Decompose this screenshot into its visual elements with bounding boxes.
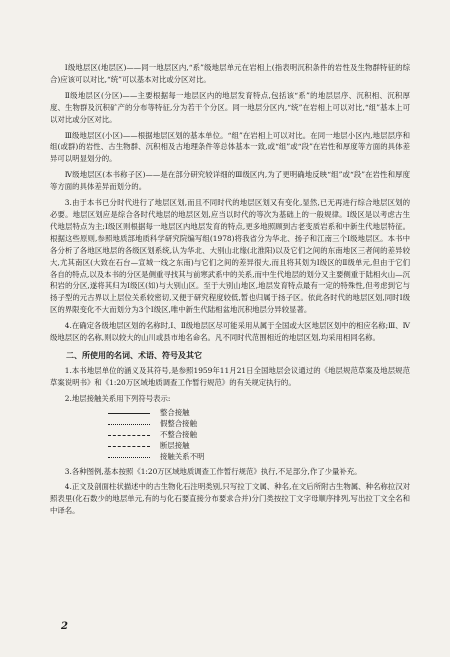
paragraph-level1-region: Ⅰ级地层区(地层区)——同一地层区内,“系”级地层单元在岩相上(指表明沉积条件的岩性及生物群特征的综合)应该可以对比,“统”可以基本对比或分区对比。 [50, 63, 410, 84]
paragraph-fossil-naming: 4.正文及剖面柱状描述中的古生物化石注明类别,只写拉丁文属、种名,在文后所附古生物属、种名称拉汉对照表里(化石数少的地层单元,有的与化石要直接分布要求合并)分门类按拉丁文字母顺序排列,写出拉丁文全名和中译名。 [50, 482, 410, 516]
body-text [50, 62, 410, 517]
legend-row [108, 452, 410, 463]
paragraph-regionalization: 3.由于本书已分时代进行了地层区划,而且不同时代的地层区划又有变化,显然,已无再进行综合地层区划的必要。地层区划应是综合各时代地层的地层区划,应当以时代的等次为基础上的一般规律。Ⅰ级区是以考虑古生代地层特点为主;Ⅰ级区则根据每一地层区内地层发育的特点,更多地照顾到古老变质岩系和中新生代地层特征。根据这些原则,参照地质部地质科学研究院编写组(1978)将我省分为华北、扬子和江南三个Ⅰ级地层区。本书中各分析了各地区地层的各级区划系统,认为华北、大别山北缘(北淮阳)以及它们之间的东南地区三者间的差异较大,尤其南区(大致在石台—宣城一线之东南)与它们之间的差异很大,而且将其划为Ⅰ级区的Ⅱ级单元,但由于它们各自的特点,以及本书的分区是侧重寻找其与前寒武系中的关系,而中生代地层的划分又主要侧重于陆相火山—沉积岩的分区,遂将其归为Ⅰ级区(如)与大别山区。至于大别山地区,地层发育特点最有一定的特殊性,但考虑到它与扬子型的元古界以上层位关系较密切,又便于研究程度较低,暂也归属于扬子区。依此各时代的地层区划,同时Ⅰ级区的界限变化不大而划分为3个Ⅰ级区,唯中新生代陆相盆地沉积地层分异较显著。 [50, 198, 410, 315]
page-number: 2 [61, 621, 68, 632]
legend-label: 整合接触 [160, 408, 190, 418]
unconformity-symbol [108, 435, 150, 436]
legend-row [108, 408, 410, 419]
paragraph-contact-intro: 2.地层接触关系用下列符号表示: [64, 393, 171, 403]
legend-label: 接触关系不明 [160, 452, 205, 462]
legend-label: 不整合接触 [160, 430, 197, 440]
paragraph-legend-standard: 3.各种图例,基本按照《1:20万区域地质调查工作暂行规范》执行,不足部分,作了少量补充。 [64, 466, 362, 476]
paragraph-naming: 4.在确定各级地层区划的名称时,Ⅰ、Ⅱ级地层区尽可能采用从属于全国或大区地层区划中的相应名称;Ⅲ、Ⅳ级地层区的名称,则以较大的山川或县市地名命名。凡不同时代范围相近的地层区划,均采用相同名称。 [50, 321, 410, 343]
legend-row [108, 430, 410, 441]
legend-label: 断层接触 [160, 441, 190, 451]
legend-row [108, 419, 410, 430]
disconformity-symbol [108, 424, 150, 425]
legend-row [108, 441, 410, 452]
contact-legend [108, 408, 410, 463]
paragraph-level2-region: Ⅱ级地层区(分区)——主要根据每一地层区内的地层发育特点,包括该“系”的地层层序、沉积相、沉积厚度、生物群及沉积矿产的分布等特征,分为若干个分区。同一地层分区内,“统”在岩相上可以对比,“组”基本上可以对比或分区对比。 [50, 90, 410, 124]
conformable-contact-symbol [108, 413, 150, 414]
paragraph-units: 1.本书地层单位的涵义及其符号,是参照1959年11月21日全国地层会议通过的《地层规范草案及地层规范草案说明书》和《1:20万区域地质调查工作暂行规范》的有关规定执行的。 [50, 365, 410, 387]
legend-label: 假整合接触 [160, 419, 197, 429]
section-heading: 二、所使用的名词、术语、符号及其它 [66, 349, 202, 360]
unknown-contact-symbol [108, 457, 150, 458]
paragraph-level4-region: Ⅳ级地层区(本书称子区)——是在部分研究较详细的Ⅲ级区内,为了更明确地反映“组”或“段”在岩性和厚度等方面的具体差异而划分的。 [50, 170, 410, 192]
fault-contact-symbol [108, 446, 150, 447]
paragraph-level3-region: Ⅲ级地层区(小区)——根据地层区划的基本单位。“组”在岩相上可以对比。在同一地层小区内,地层层序和组(或群)的岩性、古生物群、沉积相及古地理条件等总体基本一致,或“组”或“段”在岩性和厚度等方面的具体差异可以明显划分的。 [50, 130, 410, 164]
